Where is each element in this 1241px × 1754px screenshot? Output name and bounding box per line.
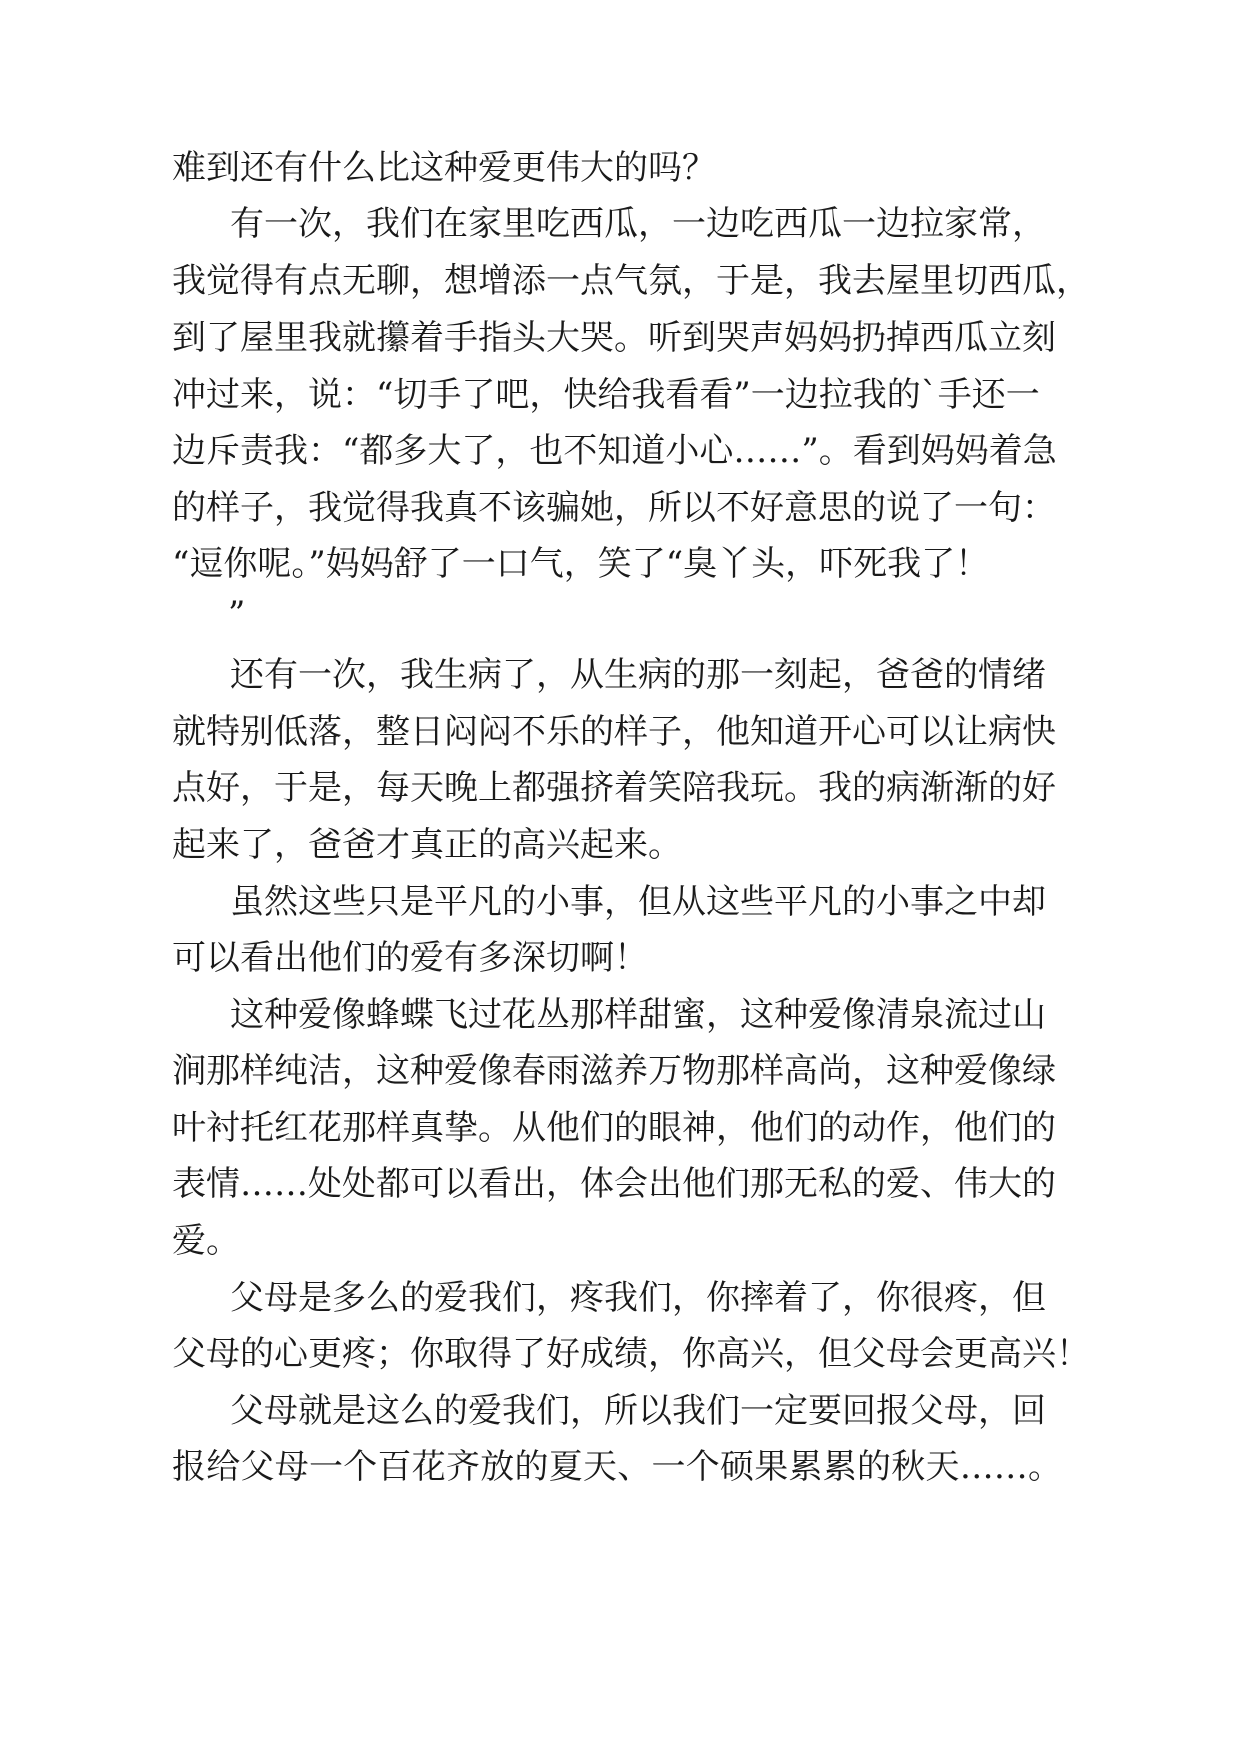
text-line-24: 报给父母一个百花齐放的夏天、一个硕果累累的秋天……。 [172, 1447, 1062, 1487]
text-line-1: 难到还有什么比这种爱更伟大的吗？ [172, 148, 716, 188]
text-line-12: 点好，于是，每天晚上都强挤着笑陪我玩。我的病渐渐的好 [172, 768, 1056, 808]
text-line-16: 这种爱像蜂蝶飞过花丛那样甜蜜，这种爱像清泉流过山 [230, 995, 1046, 1035]
text-line-9: ” [228, 594, 246, 634]
text-line-6: 边斥责我：“都多大了，也不知道小心……”。看到妈妈着急 [172, 431, 1057, 471]
text-line-23: 父母就是这么的爱我们，所以我们一定要回报父母，回 [230, 1391, 1046, 1431]
text-line-13: 起来了，爸爸才真正的高兴起来。 [172, 825, 682, 865]
text-line-20: 爱。 [172, 1221, 240, 1261]
text-line-11: 就特别低落，整日闷闷不乐的样子，他知道开心可以让病快 [172, 712, 1056, 752]
text-line-10: 还有一次，我生病了，从生病的那一刻起，爸爸的情绪 [230, 655, 1046, 695]
text-line-14: 虽然这些只是平凡的小事，但从这些平凡的小事之中却 [230, 882, 1046, 922]
text-line-18: 叶衬托红花那样真挚。从他们的眼神，他们的动作，他们的 [172, 1108, 1056, 1148]
text-line-3: 我觉得有点无聊，想增添一点气氛，于是，我去屋里切西瓜， [172, 261, 1090, 301]
text-line-19: 表情……处处都可以看出，体会出他们那无私的爱、伟大的 [172, 1164, 1056, 1204]
text-line-2: 有一次，我们在家里吃西瓜，一边吃西瓜一边拉家常， [230, 204, 1046, 244]
text-line-4: 到了屋里我就攥着手指头大哭。听到哭声妈妈扔掉西瓜立刻 [172, 318, 1056, 358]
text-line-5: 冲过来，说：“切手了吧，快给我看看”一边拉我的`手还一 [172, 375, 1040, 415]
text-line-8: “逗你呢。”妈妈舒了一口气，笑了“臭丫头，吓死我了！ [172, 544, 990, 584]
text-line-15: 可以看出他们的爱有多深切啊！ [172, 938, 648, 978]
text-line-21: 父母是多么的爱我们，疼我们，你摔着了，你很疼，但 [230, 1278, 1046, 1318]
text-line-22: 父母的心更疼；你取得了好成绩，你高兴，但父母会更高兴！ [172, 1334, 1090, 1374]
text-line-7: 的样子，我觉得我真不该骗她，所以不好意思的说了一句： [172, 488, 1056, 528]
text-line-17: 涧那样纯洁，这种爱像春雨滋养万物那样高尚，这种爱像绿 [172, 1051, 1056, 1091]
